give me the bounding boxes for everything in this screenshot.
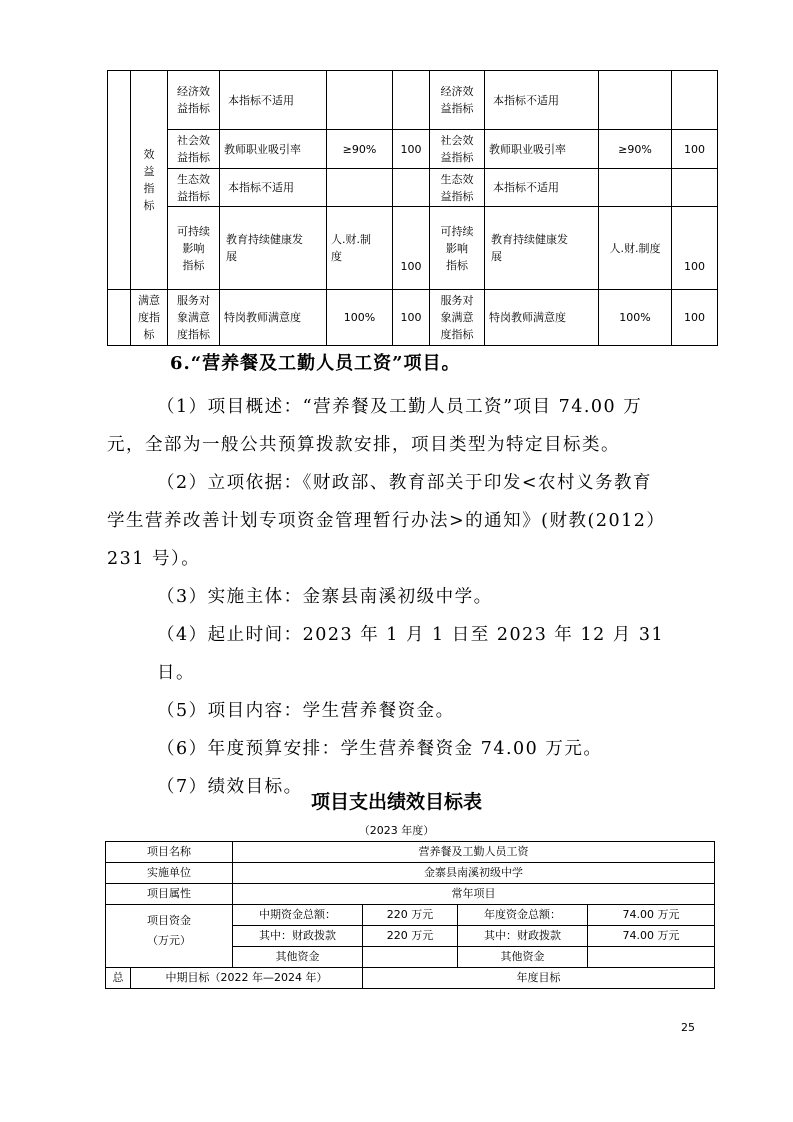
year-fiscal: 74.00 万元 xyxy=(588,926,715,947)
paragraph-overview: （1）项目概述：“营养餐及工勤人员工资”项目 74.00 万 xyxy=(157,397,643,417)
year-label: （2023 年度） xyxy=(358,824,435,837)
row-content-2: 教师职业吸引率 xyxy=(485,130,599,169)
row-name-2: 可持续 影响 指标 xyxy=(430,207,485,290)
row-content: 特岗教师满意度 xyxy=(220,290,327,346)
row-content: 教育持续健康发 展 xyxy=(220,207,327,290)
paragraph-overview-cont: 元，全部为一般公共预算拨款安排，项目类型为特定目标类。 xyxy=(107,435,620,455)
row-value-2 xyxy=(599,169,672,207)
paragraph-content: （5）项目内容：学生营养餐资金。 xyxy=(157,701,455,721)
mid-other xyxy=(363,947,458,968)
paragraph-budget: （6）年度预算安排：学生营养餐资金 74.00 万元。 xyxy=(157,739,603,759)
row-content: 教师职业吸引率 xyxy=(220,130,327,169)
year-total: 74.00 万元 xyxy=(588,905,715,926)
row-content: 本指标不适用 xyxy=(220,169,327,207)
mid-fiscal-label: 其中：财政拨款 xyxy=(233,926,363,947)
page-number: 25 xyxy=(681,1021,695,1034)
unit-value: 金寨县南溪初级中学 xyxy=(233,863,715,884)
section-heading: 6.“营养餐及工勤人员工资”项目。 xyxy=(170,353,461,374)
paragraph-period: （4）起止时间：2023 年 1 月 1 日至 2023 年 12 月 31 日。 xyxy=(157,625,665,683)
project-name: 营养餐及工勤人员工资 xyxy=(233,842,715,863)
row-name-2: 社会效 益指标 xyxy=(430,130,485,169)
benefit-indicator-label: 效 益 指 标 xyxy=(131,71,168,290)
row-value-2: ≥90% xyxy=(599,130,672,169)
row-name-2: 服务对 象满意 度指标 xyxy=(430,290,485,346)
row-score-2: 100 xyxy=(672,290,718,346)
row-score: 100 xyxy=(393,130,430,169)
row-value: 人.财.制 度 xyxy=(327,207,393,290)
row-value-2 xyxy=(599,71,672,130)
satisfaction-indicator-label: 满意 度指 标 xyxy=(131,290,168,346)
row-content-2: 本指标不适用 xyxy=(485,169,599,207)
row-name-2: 生态效 益指标 xyxy=(430,169,485,207)
row-value: 100% xyxy=(327,290,393,346)
row-score-2: 100 xyxy=(672,207,718,290)
attr-value: 常年项目 xyxy=(233,884,715,905)
row-value xyxy=(327,71,393,130)
row-value-2: 人.财.制度 xyxy=(599,207,672,290)
table-title: 项目支出绩效目标表 xyxy=(310,791,482,813)
row-name: 可持续 影响 指标 xyxy=(168,207,220,290)
project-name-label: 项目名称 xyxy=(106,842,233,863)
row-value xyxy=(327,169,393,207)
row-score-2 xyxy=(672,169,718,207)
row-value-2: 100% xyxy=(599,290,672,346)
year-goal-label: 年度目标 xyxy=(363,968,715,989)
row-score: 100 xyxy=(393,290,430,346)
row-content-2: 教育持续健康发 展 xyxy=(485,207,599,290)
unit-label: 实施单位 xyxy=(106,863,233,884)
row-score xyxy=(393,169,430,207)
paragraph-basis-cont: 学生营养改善计划专项资金管理暂行办法>的通知》(财教(2012） xyxy=(107,511,666,531)
attr-label: 项目属性 xyxy=(106,884,233,905)
year-other-label: 其他资金 xyxy=(458,947,588,968)
year-other xyxy=(588,947,715,968)
paragraph-goal: （7）绩效目标。 xyxy=(157,777,303,797)
mid-fiscal: 220 万元 xyxy=(363,926,458,947)
mid-other-label: 其他资金 xyxy=(233,947,363,968)
row-value: ≥90% xyxy=(327,130,393,169)
row-score-2: 100 xyxy=(672,130,718,169)
row-name: 生态效 益指标 xyxy=(168,169,220,207)
row-content-2: 本指标不适用 xyxy=(485,71,599,130)
performance-target-table xyxy=(105,841,715,989)
fund-label: 项目资金 （万元） xyxy=(106,905,233,968)
mid-total-label: 中期资金总额： xyxy=(233,905,363,926)
left-margin-cell xyxy=(108,290,131,346)
total-label: 总 xyxy=(106,968,131,989)
year-total-label: 年度资金总额： xyxy=(458,905,588,926)
body-text xyxy=(107,388,707,806)
row-name: 经济效 益指标 xyxy=(168,71,220,130)
row-name-2: 经济效 益指标 xyxy=(430,71,485,130)
left-margin-cell xyxy=(108,71,131,290)
paragraph-basis: （2）立项依据：《财政部、教育部关于印发<农村义务教育 xyxy=(157,473,653,493)
mid-total: 220 万元 xyxy=(363,905,458,926)
row-score-2 xyxy=(672,71,718,130)
row-score xyxy=(393,71,430,130)
year-fiscal-label: 其中：财政拨款 xyxy=(458,926,588,947)
row-content: 本指标不适用 xyxy=(220,71,327,130)
mid-goal-label: 中期目标（2022 年—2024 年） xyxy=(131,968,363,989)
row-score: 100 xyxy=(393,207,430,290)
row-name: 社会效 益指标 xyxy=(168,130,220,169)
paragraph-subject: （3）实施主体：金寨县南溪初级中学。 xyxy=(157,587,493,607)
indicator-table xyxy=(107,70,718,346)
row-name: 服务对 象满意 度指标 xyxy=(168,290,220,346)
row-content-2: 特岗教师满意度 xyxy=(485,290,599,346)
paragraph-basis-cont2: 231 号）。 xyxy=(107,549,201,569)
